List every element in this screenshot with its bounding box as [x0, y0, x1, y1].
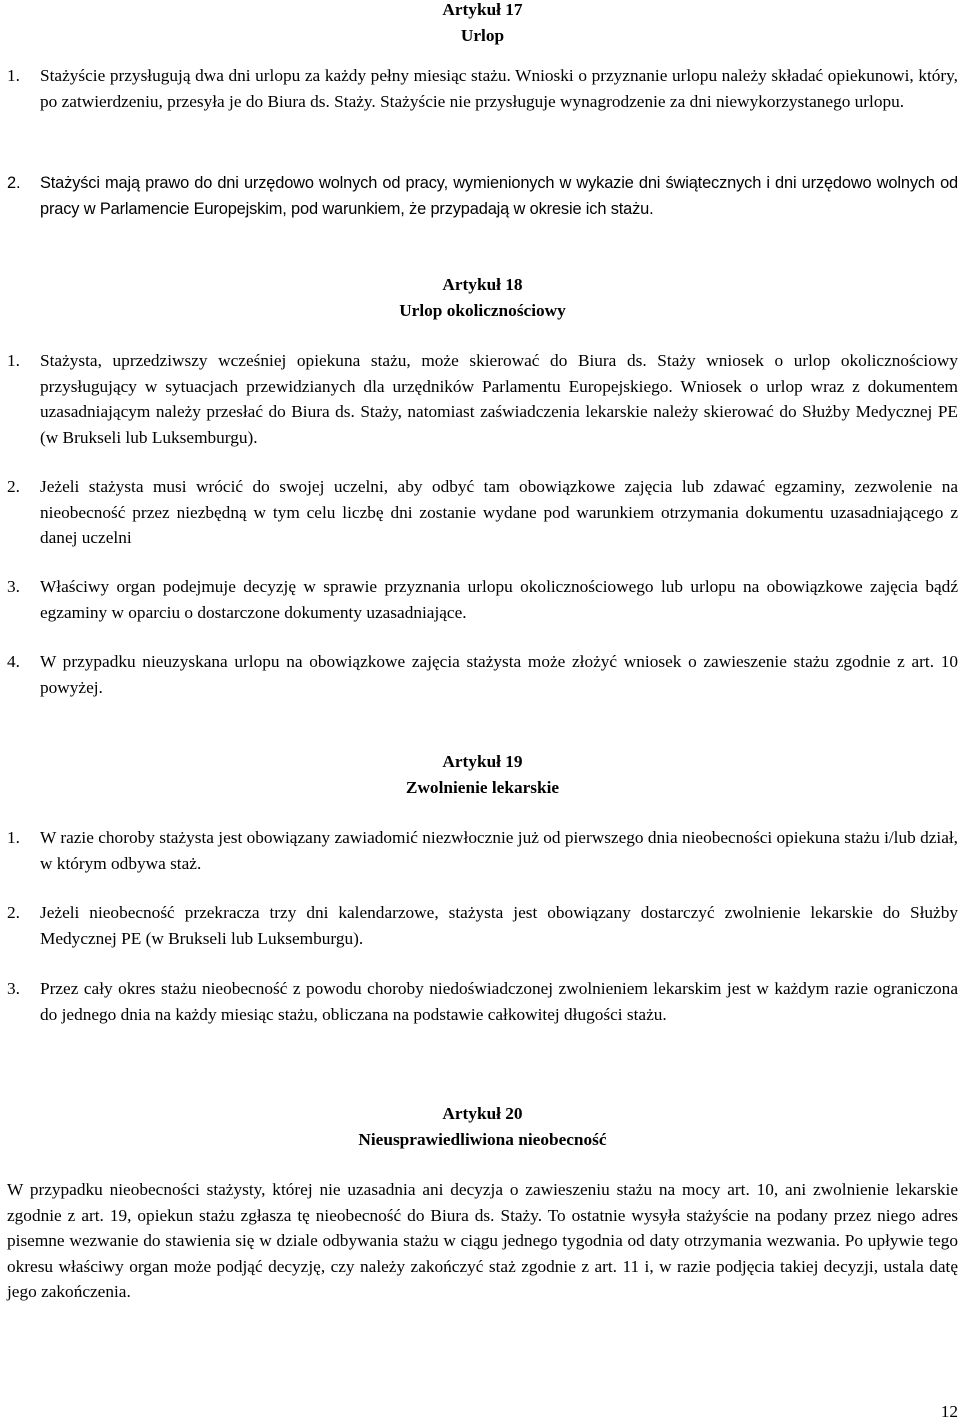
- article-18-number: Artykuł 18: [442, 275, 523, 294]
- paragraph-text: Przez cały okres stażu nieobecność z powodu choroby niedoświadczonej zwolnieniem lekarskim jest w każdym razie ograniczona do jednego dnia na każdy miesiąc stażu, obliczana na podstawie całkowitej długości stażu.: [40, 979, 958, 1024]
- article-20-title: Nieusprawiedliwiona nieobecność: [358, 1129, 607, 1149]
- article-20-body: W przypadku nieobecności stażysty, której nie uzasadnia ani decyzja o zawieszeniu stażu na mocy art. 10, ani zwolnienie lekarskie zgodnie z art. 19, opiekun stażu zgłasza tę nieobecność do Biura ds. Staży. To ostatnie wysyła stażyście na podany przez niego adres pisemne wezwanie do stawienia się w dziale odbywania stażu w ciągu jednego tygodnia od daty otrzymania wezwania. Po upływie tego okresu właściwy organ może podjąć decyzję, czy należy zakończyć staż zgodnie z art. 11 i, w razie podjęcia takiej decyzji, ustala datę jego zakończenia.: [7, 1180, 958, 1302]
- article-20-number: Artykuł 20: [442, 1104, 523, 1123]
- article-18-paragraph-3: [7, 574, 958, 625]
- article-17-title: Urlop: [460, 25, 505, 45]
- article-19-paragraph-1: [7, 825, 958, 876]
- article-18-heading: [7, 272, 958, 323]
- article-18-paragraph-4: [7, 649, 958, 700]
- paragraph-number: 1.: [7, 828, 20, 847]
- paragraph-text: W przypadku nieuzyskana urlopu na obowiązkowe zajęcia stażysta może złożyć wniosek o zawieszenie stażu zgodnie z art. 10 powyżej.: [40, 652, 958, 697]
- article-17-paragraph-1: [7, 63, 958, 114]
- article-19-title: Zwolnienie lekarskie: [405, 777, 560, 797]
- article-18-title: Urlop okolicznościowy: [399, 300, 566, 320]
- article-17-number: Artykuł 17: [442, 0, 523, 19]
- paragraph-text: Stażyście przysługują dwa dni urlopu za każdy pełny miesiąc stażu. Wnioski o przyznanie urlopu należy składać opiekunowi, który, po zatwierdzeniu, przesyła je do Biura ds. Staży. Stażyście nie przysługuje wynagrodzenie za dni niewykorzystanego urlopu.: [40, 66, 958, 111]
- article-19-paragraph-2: [7, 900, 958, 951]
- article-18-paragraph-2: [7, 474, 958, 551]
- paragraph-text: Stażyści mają prawo do dni urzędowo wolnych od pracy, wymienionych w wykazie dni świątecznych i dni urzędowo wolnych od pracy w Parlamencie Europejskim, pod warunkiem, że przypadają w okresie ich stażu.: [40, 174, 958, 218]
- article-19-number: Artykuł 19: [442, 752, 523, 771]
- paragraph-text: Jeżeli stażysta musi wrócić do swojej uczelni, aby odbyć tam obowiązkowe zajęcia lub zdawać egzaminy, zezwolenie na nieobecność przez niezbędną w tym celu liczbę dni zostanie wydane pod warunkiem otrzymania dokumentu uzasadniającego z danej uczelni: [40, 477, 958, 548]
- page-number: 12: [940, 1402, 958, 1421]
- paragraph-number: 4.: [7, 652, 20, 671]
- paragraph-number: 1.: [7, 351, 20, 370]
- article-20-heading: [7, 1101, 958, 1152]
- article-17-heading: [7, 0, 958, 48]
- paragraph-number: 1.: [7, 66, 20, 85]
- article-19-paragraph-3: [7, 976, 958, 1027]
- paragraph-text: W razie choroby stażysta jest obowiązany zawiadomić niezwłocznie już od pierwszego dnia nieobecności opiekuna stażu i/lub dział, w którym odbywa staż.: [40, 828, 958, 873]
- paragraph-number: 3.: [7, 979, 20, 998]
- article-17-paragraph-2: [7, 171, 958, 222]
- paragraph-number: 2.: [7, 174, 21, 192]
- paragraph-text: Właściwy organ podejmuje decyzję w sprawie przyznania urlopu okolicznościowego lub urlopu na obowiązkowe zajęcia bądź egzaminy w oparciu o dostarczone dokumenty uzasadniające.: [40, 577, 958, 622]
- paragraph-number: 3.: [7, 577, 20, 596]
- article-19-heading: [7, 749, 958, 800]
- article-18-paragraph-1: [7, 348, 958, 450]
- paragraph-number: 2.: [7, 477, 20, 496]
- paragraph-text: Jeżeli nieobecność przekracza trzy dni kalendarzowe, stażysta jest obowiązany dostarczyć zwolnienie lekarskie do Służby Medycznej PE (w Brukseli lub Luksemburgu).: [40, 903, 958, 948]
- paragraph-number: 2.: [7, 903, 20, 922]
- paragraph-text: Stażysta, uprzedziwszy wcześniej opiekuna stażu, może skierować do Biura ds. Staży wniosek o urlop okolicznościowy przysługujący w sytuacjach przewidzianych dla urzędników Parlamentu Europejskiego. Wniosek o urlop wraz z dokumentem uzasadniającym należy przesłać do Biura ds. Staży, natomiast zaświadczenia lekarskie należy skierować do Służby Medycznej PE (w Brukseli lub Luksemburgu).: [40, 351, 958, 447]
